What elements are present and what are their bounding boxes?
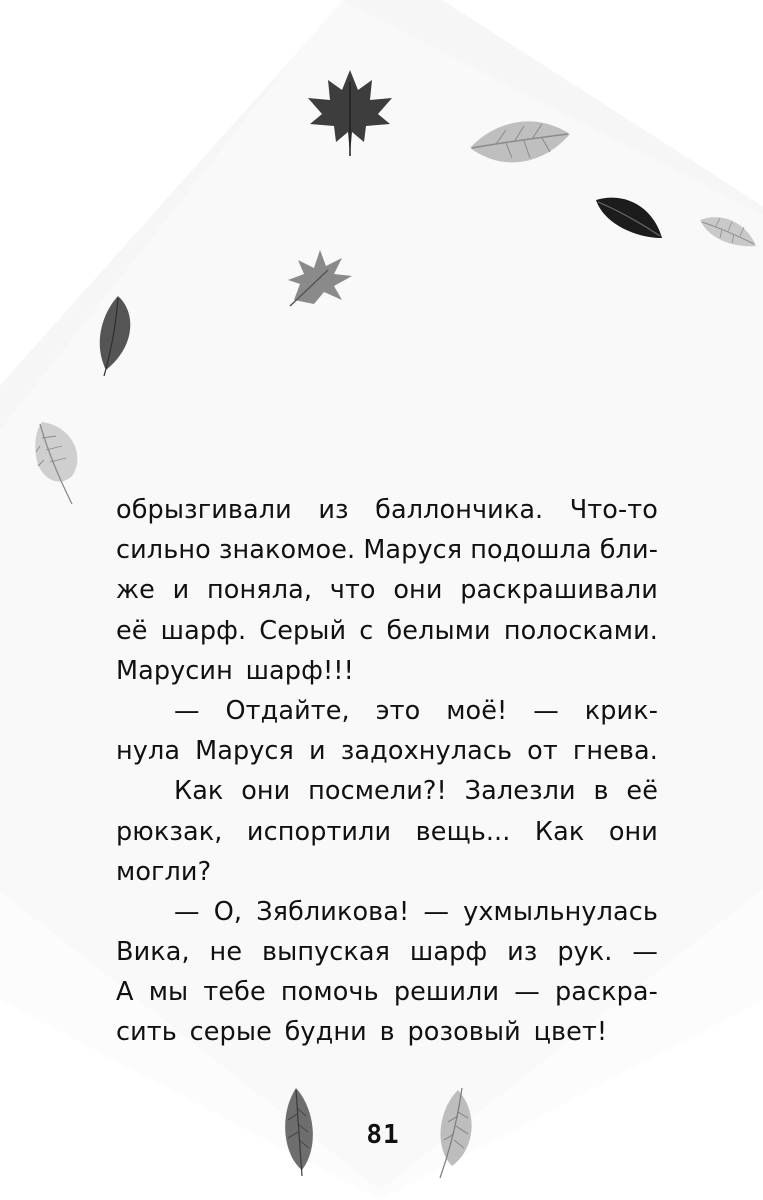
text-word: они (241, 776, 291, 807)
text-word: — (533, 695, 559, 726)
text-word: и (309, 736, 326, 767)
text-line (116, 771, 658, 811)
text-word: — (174, 695, 200, 726)
leaf-light-round-icon (28, 416, 84, 506)
text-line (116, 530, 658, 570)
text-word: знакомое. (218, 535, 356, 566)
text-line (116, 490, 658, 530)
text-word: испортили (246, 816, 392, 847)
text-word: серые (189, 1017, 272, 1048)
text-word: решили (393, 977, 500, 1008)
text-word: тебе (203, 977, 266, 1008)
text-word: — (174, 896, 200, 927)
text-word: крик- (584, 695, 658, 726)
text-word: будни (284, 1017, 367, 1048)
text-word: из (507, 937, 538, 968)
text-line (116, 570, 658, 610)
text-word: Маруся (363, 535, 463, 566)
text-word: рюкзак, (116, 816, 223, 847)
text-word: шарф. (160, 615, 247, 646)
text-word: шарф!!! (245, 655, 354, 686)
text-word: ухмыльнулась (463, 896, 658, 927)
text-word: не (209, 937, 243, 968)
text-word: что (329, 575, 376, 606)
text-line (116, 852, 658, 892)
text-word: посмели?! (308, 776, 447, 807)
leaf-small-light-icon (698, 212, 760, 252)
text-word: с (359, 615, 374, 646)
text-word: гнева. (572, 736, 658, 767)
text-word: Маруся (195, 736, 294, 767)
leaf-dark-small-icon (96, 294, 140, 378)
text-word: раскрашивали (460, 575, 658, 606)
leaf-black-icon (592, 192, 666, 244)
text-line (116, 972, 658, 1012)
text-word: раскра- (555, 977, 658, 1008)
text-word: от (527, 736, 558, 767)
text-word: из (318, 495, 349, 525)
text-word: её (626, 776, 658, 807)
maple-leaf-mid-icon (284, 244, 356, 310)
text-line (116, 691, 658, 731)
text-word: шарф (409, 937, 488, 968)
text-word: рук. (557, 937, 613, 968)
text-word: подошла (470, 535, 592, 566)
text-word: они (393, 575, 443, 606)
leaf-light-long-icon (466, 112, 576, 176)
leaf-bottom-right-icon (428, 1086, 480, 1180)
text-word: полосками. (503, 615, 658, 646)
text-line (116, 731, 658, 771)
text-word: же (116, 575, 155, 606)
text-word: — (514, 977, 540, 1008)
text-word: и (172, 575, 190, 606)
text-word: — (423, 896, 450, 927)
text-word: задохнулась (340, 736, 513, 767)
text-line (116, 892, 658, 932)
text-line (116, 1012, 658, 1052)
text-word: помочь (280, 977, 379, 1008)
text-word: розовый (407, 1017, 521, 1048)
text-word: цвет! (533, 1017, 608, 1048)
text-word: Как (534, 816, 585, 847)
text-word: они (608, 816, 658, 847)
text-word: Вика, (116, 937, 190, 968)
text-word: мы (148, 977, 189, 1008)
text-word: Серый (259, 615, 347, 646)
text-word: обрызгивали (116, 495, 292, 525)
leaf-bottom-left-icon (276, 1086, 322, 1178)
text-word: Марусин (116, 655, 233, 686)
text-line (116, 932, 658, 972)
text-word: сильно (116, 535, 211, 566)
text-word: могли? (116, 856, 212, 887)
text-word: А (116, 977, 134, 1008)
text-word: Залезли (464, 776, 576, 807)
text-word: поняла, (207, 575, 313, 606)
text-line (116, 651, 658, 691)
text-word: в (379, 1017, 395, 1048)
text-word: вещь... (415, 816, 511, 847)
text-word: Зябликова! (256, 896, 410, 927)
text-word: Отдайте, (225, 695, 350, 726)
text-word: нула (116, 736, 181, 767)
text-word: О, (213, 896, 243, 927)
text-word: моё! (446, 695, 508, 726)
text-line (116, 812, 658, 852)
text-word: это (375, 695, 421, 726)
text-word: Как (174, 776, 224, 807)
text-word: Что-то (569, 495, 658, 525)
page-number: 81 (366, 1120, 400, 1150)
text-word: бли- (599, 535, 658, 566)
text-word: баллончика. (375, 495, 544, 525)
text-word: её (116, 615, 148, 646)
text-word: в (593, 776, 609, 807)
text-line (116, 611, 658, 651)
text-word: белыми (386, 615, 491, 646)
text-word: сить (116, 1017, 177, 1048)
text-word: выпуская (261, 937, 391, 968)
text-word: — (632, 937, 658, 968)
maple-leaf-dark-icon (300, 62, 400, 162)
body-text (116, 490, 658, 1053)
